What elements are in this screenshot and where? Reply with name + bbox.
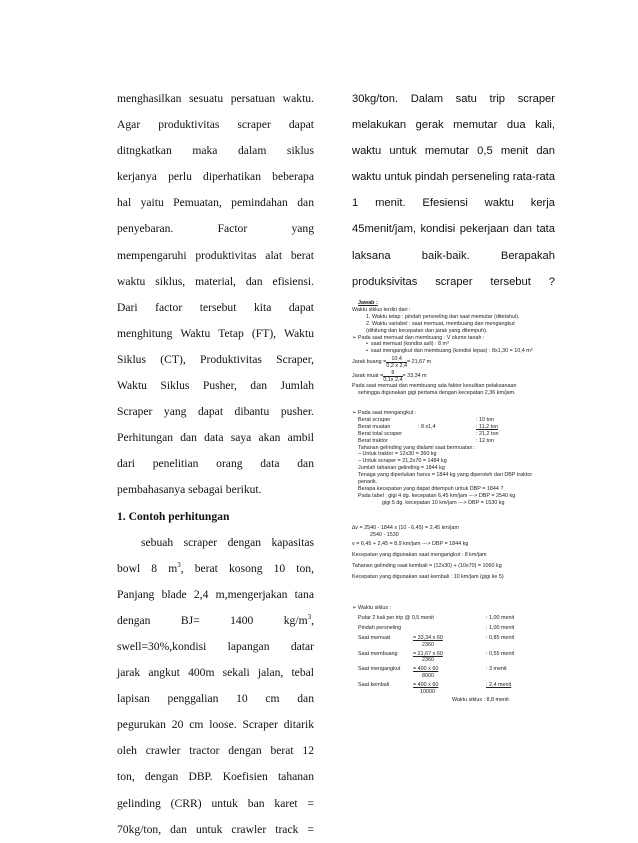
- text-line: pembahasanya sebagai berikut.: [117, 483, 262, 497]
- text-line: Berapa kecepatan yang dapat ditempuh untuk DBP = 1844 ?: [358, 485, 504, 492]
- jawab-label: Jawab :: [358, 300, 378, 306]
- ws-denom: 10000: [420, 689, 435, 696]
- berat-row: Berat scraper : 10 ton: [358, 416, 494, 423]
- text-line: laksana baik-baik. Berapakah: [352, 249, 555, 262]
- text-line: v = 6,45 + 2,45 = 8,9 km/jam ---> DBP = 1844 kg: [352, 540, 469, 547]
- text-line: gelinding (CRR) untuk ban karet =: [117, 796, 314, 810]
- text-line: Kecepatan yang digunakan saat mengangkut : 8 km/jam: [352, 551, 487, 558]
- text-line: waktu untuk pindah perseneling rata-rata: [352, 171, 555, 184]
- text-line: – Untuk traktor = 12x30 = 360 kg: [358, 451, 437, 458]
- text-line: menghitung Waktu Tetap (FT), Waktu: [117, 326, 314, 340]
- text-line: 1. Waktu tetap : pindah persneling dan saat memutar (ditetahui).: [366, 313, 520, 320]
- text-line: Pada saat memuat dan membuang ada faktor kesulitan pelaksanaan: [352, 383, 517, 390]
- text-line: 2. Waktu variabel : saat memuat, membuang dan mengangkut: [366, 320, 515, 327]
- arrow-icon: ➢: [352, 410, 359, 416]
- text-line: 70kg/ton, dan untuk crawler track =: [117, 822, 314, 836]
- ws-row: Saat kembali = 400 x 60 : 2,4 menit: [358, 682, 512, 689]
- text-line: Agar produktivitas scraper dapat: [117, 118, 314, 132]
- ws-denom: 2360: [422, 657, 434, 664]
- arrow-icon: ➢: [352, 334, 359, 341]
- jarak-muat: Jarak muat = $\frac{8}{0,1x 2,4}$ = 33,34 m: [352, 370, 427, 384]
- text-line: sebuah scraper dengan kapasitas: [141, 535, 314, 549]
- text-line: Kecepatan yang digunakan saat kembali : 10 km/jam (gigi ke 5): [352, 573, 504, 580]
- text-line: 45menit/jam, kondisi pekerjaan dan tata: [352, 223, 555, 236]
- text-line: • saat memuat (kondisi asli) : 8 m³: [366, 341, 449, 348]
- text-line: hal yaitu Pemuatan, pemindahan dan: [117, 196, 314, 210]
- text-line: penarik.: [358, 479, 378, 486]
- solution-block-4: [352, 605, 574, 704]
- text-line: Scraper yang dapat dibantu pusher.: [117, 405, 314, 419]
- solution-block-3: [352, 525, 574, 580]
- text-line: waktu siklus, material, dan efisiensi.: [117, 274, 314, 288]
- text-line: Jumlah tahanan gelinding = 1844 kg: [358, 465, 445, 472]
- text-line: 1 menit. Efesiensi waktu kerja: [352, 197, 555, 210]
- text-line: (dihitung dan kecepatan dan jarak yang ditempuh).: [366, 327, 488, 334]
- ws-row: Pindah persneling : 1,00 menit: [358, 624, 515, 631]
- text-line: Waktu siklus terdiri dari :: [352, 306, 411, 313]
- ws-row: Saat mengangkut = 400 x 60 : 3 menit: [358, 666, 507, 673]
- text-line: 2540 - 1530: [370, 531, 399, 538]
- superscript: 3: [177, 560, 181, 569]
- berat-row: Berat total scraper : 21,2 ton: [358, 430, 499, 437]
- bowl-rest: , berat kosong 10 ton,: [180, 561, 314, 575]
- ws-row: Saat membuang = 21,67 x 60 : 0,55 menit: [358, 650, 515, 657]
- text-line: Dari factor tersebut kita dapat: [117, 300, 314, 314]
- berat-row: Berat muatan : 8 x1,4 : 11,2 ton: [358, 423, 499, 430]
- text-line: mempengaruhi produktivitas alat berat: [117, 248, 314, 262]
- text-line: produksivitas scraper tersebut ?: [352, 275, 555, 288]
- text-line: [117, 608, 314, 634]
- ws-denom: 8000: [422, 673, 434, 680]
- text-line: Pada tabel : gigi 4 dg. kecepatan 6,45 km/jam ---> DBP = 2540 kg: [358, 492, 516, 499]
- text-line: Perhitungan dan data saya akan ambil: [117, 431, 314, 445]
- ws-row: Putar 2 kali per trip @ 0,5 menit : 1,00 menit: [358, 614, 515, 621]
- text-line: Tahanan gelinding yang dialami saat bermuatan :: [358, 444, 476, 451]
- bowl-text: bowl 8 m: [117, 561, 178, 575]
- text-line: ➢ Pada saat mengangkut :: [352, 410, 417, 416]
- ws-row: Saat memuat = 33,34 x 60 : 0,85 menit: [358, 634, 515, 641]
- solution-block-1: [352, 300, 574, 397]
- text-line: ton, dengan DBP. Koefisien tahanan: [117, 770, 314, 784]
- text-line: penyebaran. Factor yang: [117, 222, 314, 236]
- solution-block-2: [352, 410, 574, 507]
- text-line: menghasilkan sesuatu persatuan waktu.: [117, 92, 314, 105]
- arrow-icon: ➢: [352, 605, 359, 611]
- text-line: swell=30%,kondisi lapangan datar: [117, 639, 314, 653]
- text-line: Panjang blade 2,4 m,mengerjakan tana: [117, 587, 314, 601]
- bj-text: dengan BJ= 1400 kg/m: [117, 613, 308, 627]
- bullet-icon: •: [366, 348, 371, 355]
- text-line: Waktu Siklus Pusher, dan Jumlah: [117, 379, 314, 393]
- text-line: pegurukan 20 cm loose. Scraper ditarik: [117, 718, 314, 732]
- text-line: dari penelitian orang data dan: [117, 457, 314, 471]
- jarak-buang: Jarak buang = $\frac{10,4}{0,2 x 2,4}$ = 21,67 m: [352, 356, 432, 370]
- text-line: 30kg/ton. Dalam satu trip scraper: [352, 93, 555, 105]
- text-line: waktu untuk memutar 0,5 menit dan: [352, 145, 555, 158]
- superscript: 3: [307, 613, 312, 622]
- text-line: Siklus (CT), Produktivitas Scraper,: [117, 352, 314, 366]
- text-line: ➢ Waktu siklus :: [352, 605, 392, 611]
- text-line: melakukan gerak memutar dua kali,: [352, 119, 555, 132]
- text-line: jarak angkut 400m sekali jalan, tebal: [117, 666, 314, 680]
- right-column: [352, 86, 555, 295]
- text-line: sehingga digunakan gigi pertama dengan kecepatan 2,36 km/jam.: [358, 390, 516, 397]
- text-line: oleh crawler tractor dengan berat 12: [117, 744, 314, 758]
- text-line: kerjanya perlu diperhatikan beberapa: [117, 170, 314, 184]
- text-line: gigi 5 dg. kecepatan 10 km/jam ---> DBP = 1530 kg: [382, 499, 505, 506]
- ws-denom: 2360: [422, 641, 434, 648]
- text-line: Tenaga yang diperlukan harus = 1844 kg yang diperoleh dari DBP traktor: [358, 472, 533, 479]
- text-line: lapisan penggalian 10 cm dan: [117, 692, 314, 706]
- text-line: • saat mengangkut dan membuang (kondisi lepas) : 8x1,30 = 10,4 m³: [366, 348, 533, 355]
- left-column: [117, 86, 314, 843]
- ws-total: Waktu siklus : 8,8 menit: [452, 696, 509, 703]
- bj-rest: ,: [311, 613, 314, 627]
- section-heading: 1. Contoh perhitungan: [117, 509, 230, 523]
- berat-row: Berat traktor : 12 ton: [358, 437, 494, 444]
- text-line: – Untuk scraper = 21,2x70 = 1484 kg: [358, 458, 447, 465]
- bullet-icon: •: [366, 341, 371, 348]
- text-line: ➢ Pada saat memuat dan membuang : V olume tanah :: [352, 334, 485, 341]
- text-line: ditngkatkan maka dalam siklus: [117, 144, 314, 158]
- text-line: Tahanan gelinding saat kembali = (12x30) + (10x70) = 1060 kg: [352, 562, 502, 569]
- text-line: ∆v = 2540 - 1844 x (10 - 6,45) = 2,45 km/jam: [352, 525, 459, 531]
- text-line: [117, 556, 314, 582]
